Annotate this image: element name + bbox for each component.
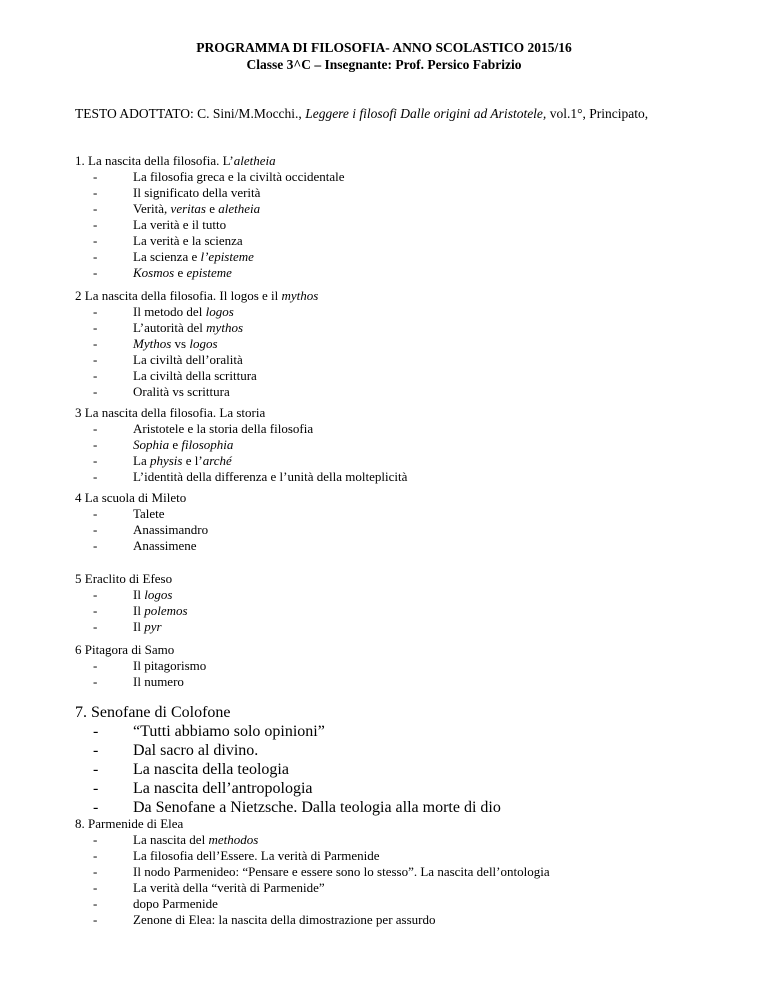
bullet-dash: - (93, 249, 98, 264)
bullet-dash: - (93, 603, 98, 618)
section-title: 8. Parmenide di Elea (75, 816, 184, 831)
list-item-text: Verità, veritas e aletheia (133, 201, 261, 216)
list-item-text: La nascita della teologia (133, 761, 289, 778)
list-item (75, 469, 408, 485)
list-item-text: Il logos (133, 587, 173, 602)
bullet-dash: - (93, 265, 98, 280)
list-item (75, 233, 276, 249)
bullet-dash: - (93, 538, 98, 553)
list-item-text: Talete (133, 506, 165, 521)
list-item (75, 453, 265, 469)
list-item-text: Kosmos e episteme (133, 265, 232, 280)
list-item (75, 722, 325, 741)
list-item (75, 658, 207, 674)
section-4 (75, 490, 209, 554)
bullet-dash: - (93, 421, 98, 436)
section-7 (75, 703, 501, 817)
section-2 (75, 288, 318, 400)
list-item-text: Il nodo Parmenideo: “Pensare e essere sono lo stesso”. La nascita dell’ontologia (133, 864, 550, 879)
list-item-text: Il polemos (133, 603, 188, 618)
list-item-text: La scienza e l’episteme (133, 249, 254, 264)
bullet-dash: - (93, 832, 98, 847)
bullet-dash: - (93, 185, 98, 200)
bullet-dash: - (93, 506, 98, 521)
bullet-dash: - (93, 658, 98, 673)
bullet-dash: - (93, 233, 98, 248)
bullet-dash: - (93, 217, 98, 232)
list-item (75, 864, 550, 880)
list-item (75, 368, 318, 384)
section-title: 2 La nascita della filosofia. Il logos e il mythos (75, 288, 319, 303)
list-item-text: La civiltà dell’oralità (133, 352, 243, 367)
list-item-text: Il pitagorismo (133, 658, 207, 673)
list-item (75, 201, 276, 217)
list-item (75, 421, 314, 437)
section-title: 3 La nascita della filosofia. La storia (75, 405, 266, 420)
bullet-dash: - (93, 619, 98, 634)
list-item-text: La nascita del methodos (133, 832, 259, 847)
list-item (75, 619, 172, 635)
bullet-dash: - (93, 336, 98, 351)
list-item-text: Mythos vs logos (133, 336, 218, 351)
bullet-dash: - (93, 352, 98, 367)
list-item (75, 522, 209, 538)
list-item (75, 760, 289, 779)
bullet-dash: - (93, 201, 98, 216)
list-item (75, 506, 186, 522)
list-item-text: La nascita dell’antropologia (133, 780, 313, 797)
bullet-dash: - (93, 799, 99, 816)
list-item (75, 185, 276, 201)
list-item-text: Il pyr (133, 619, 162, 634)
list-item (75, 437, 265, 453)
section-title: 6 Pitagora di Samo (75, 642, 175, 657)
list-item (75, 249, 276, 265)
list-item (75, 587, 172, 603)
list-item-text: Il metodo del logos (133, 304, 234, 319)
list-item-text: La verità e il tutto (133, 217, 227, 232)
list-item-text: La filosofia dell’Essere. La verità di Parmenide (133, 848, 380, 863)
bullet-dash: - (93, 368, 98, 383)
list-item (75, 538, 197, 554)
list-item (75, 798, 501, 817)
bullet-dash: - (93, 522, 98, 537)
bullet-dash: - (93, 912, 98, 927)
list-item-text: Anassimandro (133, 522, 209, 537)
list-item-text: dopo Parmenide (133, 896, 218, 911)
bullet-dash: - (93, 723, 99, 740)
section-title: 7. Senofane di Colofone (75, 704, 231, 721)
bullet-dash: - (93, 304, 98, 319)
bullet-dash: - (93, 780, 99, 797)
list-item (75, 603, 188, 619)
section-title: 5 Eraclito di Efeso (75, 571, 173, 586)
list-item-text: Il significato della verità (133, 185, 261, 200)
list-item-text: L’identità della differenza e l’unità della molteplicità (133, 469, 408, 484)
bullet-dash: - (93, 864, 98, 879)
document-subtitle: Classe 3^C – Insegnante: Prof. Persico Fabrizio (246, 57, 522, 72)
bullet-dash: - (93, 437, 98, 452)
list-item (75, 265, 276, 281)
document-title: PROGRAMMA DI FILOSOFIA- ANNO SCOLASTICO 2015/16 (196, 40, 572, 55)
list-item (75, 352, 318, 368)
bullet-dash: - (93, 169, 98, 184)
list-item-text: L’autorità del mythos (133, 320, 244, 335)
list-item-text: La physis e l’arché (133, 453, 232, 468)
adopted-textbook (75, 106, 648, 122)
section-5 (75, 571, 188, 635)
bullet-dash: - (93, 880, 98, 895)
bullet-dash: - (93, 674, 98, 689)
list-item (75, 304, 318, 320)
list-item-text: Oralità vs scrittura (133, 384, 230, 399)
bullet-dash: - (93, 587, 98, 602)
list-item-text: Da Senofane a Nietzsche. Dalla teologia alla morte di dio (133, 799, 501, 816)
list-item (75, 741, 259, 760)
list-item-text: La civiltà della scrittura (133, 368, 257, 383)
list-item (75, 169, 345, 185)
list-item-text: Zenone di Elea: la nascita della dimostrazione per assurdo (133, 912, 436, 927)
list-item-text: Sophia e filosophia (133, 437, 234, 452)
list-item-text: La verità della “verità di Parmenide” (133, 880, 325, 895)
bullet-dash: - (93, 761, 99, 778)
list-item-text: Aristotele e la storia della filosofia (133, 421, 314, 436)
bullet-dash: - (93, 384, 98, 399)
section-1 (75, 153, 345, 281)
bullet-dash: - (93, 896, 98, 911)
list-item (75, 779, 313, 798)
list-item (75, 848, 380, 864)
list-item (75, 912, 436, 928)
list-item (75, 832, 259, 848)
list-item (75, 384, 318, 400)
list-item-text: “Tutti abbiamo solo opinioni” (133, 723, 325, 740)
bullet-dash: - (93, 742, 99, 759)
list-item (75, 217, 276, 233)
list-item (75, 674, 184, 690)
textbook-prefix: TESTO ADOTTATO: C. Sini/M.Mocchi., (75, 106, 306, 121)
list-item (75, 896, 218, 912)
bullet-dash: - (93, 469, 98, 484)
section-6 (75, 642, 207, 690)
textbook-suffix: vol.1°, Principato, (546, 106, 649, 121)
list-item (75, 320, 318, 336)
list-item-text: Dal sacro al divino. (133, 742, 259, 759)
section-title: 4 La scuola di Mileto (75, 490, 187, 505)
textbook-title: Leggere i filosofi Dalle origini ad Aristotele, (305, 106, 547, 121)
bullet-dash: - (93, 320, 98, 335)
section-8 (75, 816, 550, 928)
list-item-text: La filosofia greca e la civiltà occidentale (133, 169, 345, 184)
bullet-dash: - (93, 848, 98, 863)
list-item-text: La verità e la scienza (133, 233, 243, 248)
list-item-text: Anassimene (133, 538, 197, 553)
section-title: 1. La nascita della filosofia. L’aletheia (75, 153, 276, 168)
list-item (75, 336, 318, 352)
section-3 (75, 405, 408, 485)
bullet-dash: - (93, 453, 98, 468)
list-item-text: Il numero (133, 674, 184, 689)
list-item (75, 880, 325, 896)
